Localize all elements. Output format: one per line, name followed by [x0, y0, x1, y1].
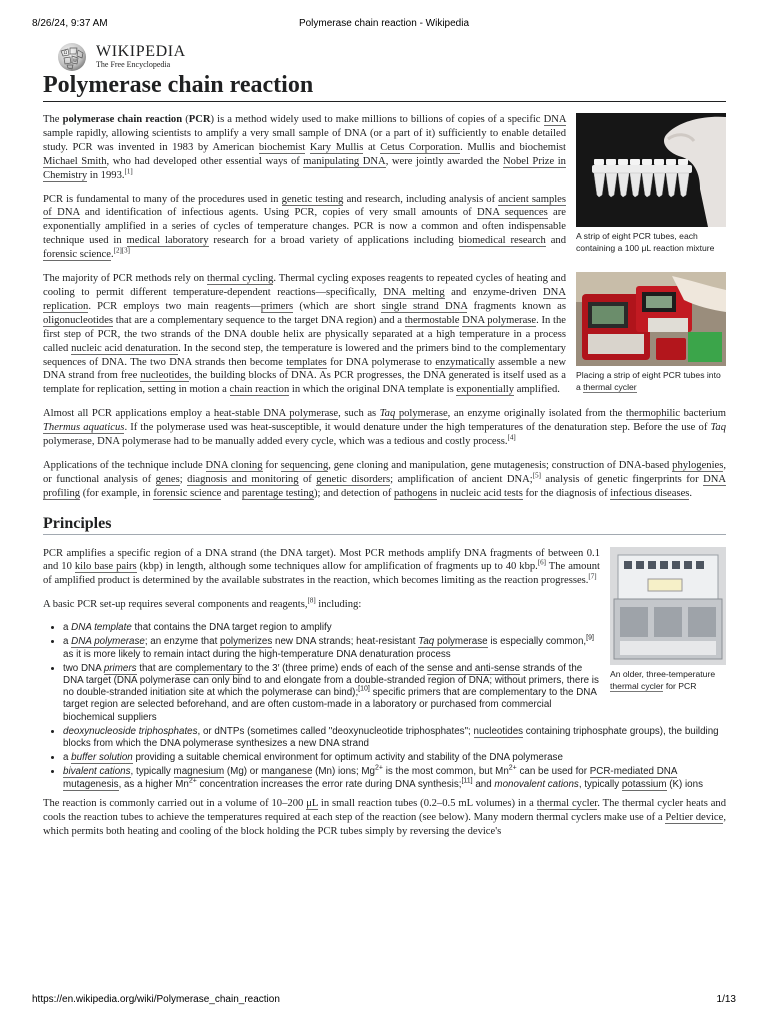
- text-run: two DNA: [63, 662, 104, 674]
- text-run: in 1993.: [87, 169, 125, 181]
- citation-ref[interactable]: 2+: [375, 765, 383, 773]
- link-dna-cloning[interactable]: DNA cloning: [205, 459, 263, 471]
- svg-text:Ω: Ω: [64, 50, 68, 55]
- intro-paragraph-4: [43, 407, 726, 449]
- bold-term: polymerase chain reaction: [62, 114, 183, 125]
- link-thermus-aquaticus[interactable]: Thermus aquaticus: [43, 422, 125, 434]
- print-url: https://en.wikipedia.org/wiki/Polymerase_chain_reaction: [32, 994, 280, 1005]
- link-thermostable[interactable]: thermostable: [404, 314, 460, 326]
- link-chain-reaction[interactable]: chain reaction: [229, 384, 290, 396]
- wikipedia-globe-icon: [56, 42, 88, 72]
- text-run: that contains the DNA target region to amplify: [131, 622, 332, 634]
- citation-ref[interactable]: [11]: [461, 777, 473, 785]
- citation-ref[interactable]: [4]: [507, 433, 516, 442]
- text-run: (K) ions: [666, 778, 703, 790]
- link-buffer-solution[interactable]: buffer solution: [71, 752, 133, 764]
- text-run: , typically: [130, 766, 174, 778]
- print-datetime: 8/26/24, 9:37 AM: [32, 18, 108, 29]
- figure-caption: [576, 369, 726, 393]
- text-run: A basic PCR set-up requires several components and reagents,: [43, 599, 308, 611]
- link-manipulating-dna[interactable]: manipulating DNA: [303, 155, 386, 167]
- article-body: [43, 113, 726, 849]
- link-thermal-cycler[interactable]: thermal cycler: [536, 797, 598, 809]
- text-run: PCR is fundamental to many of the procedures used in: [43, 193, 282, 205]
- text-run: analysis of genetic fingerprints for: [540, 473, 704, 485]
- text-run: a: [63, 752, 72, 764]
- link-biomedical-research[interactable]: biomedical research: [458, 235, 546, 247]
- principles-paragraph-3: [43, 797, 726, 839]
- wikipedia-tagline: The Free Encyclopedia: [96, 60, 171, 69]
- link-templates[interactable]: templates: [286, 356, 327, 368]
- link-pathogens[interactable]: pathogens: [393, 487, 437, 499]
- page-title: Polymerase chain reaction: [43, 70, 726, 102]
- figure-old-thermal-cycler[interactable]: [610, 547, 726, 692]
- text-run: providing a suitable chemical environment for optimum activity and stability of the DNA polymerase: [132, 752, 563, 764]
- text-run: are exponentially amplified in a series of cycles of temperature changes. PCR is now a common and often indispensable technique used in: [43, 207, 566, 247]
- citation-ref[interactable]: [8]: [307, 596, 316, 605]
- link-bivalent-cations[interactable]: bivalent cations: [63, 766, 131, 778]
- link-forensic-science[interactable]: forensic science: [153, 487, 222, 499]
- link-nucleotides[interactable]: nucleotides: [140, 370, 189, 382]
- citation-ref[interactable]: [10]: [358, 685, 370, 693]
- text-run: . If the polymerase used was heat-susceptible, it would denature under the high temperatures of the denaturation step. Before the use of: [124, 422, 711, 434]
- link-dna-polymerase[interactable]: DNA polymerase: [71, 636, 145, 648]
- link-potassium[interactable]: potassium: [621, 778, 667, 790]
- text-run: ;: [179, 473, 188, 485]
- link-taq[interactable]: Taq: [379, 408, 396, 420]
- text-run: . The thermal cycler heats and cools the reaction tubes to achieve the temperatures required at each step of the reaction (see below). Many modern thermal cyclers make use of a: [43, 797, 727, 823]
- link-sense-and-anti-sense[interactable]: sense and anti-sense: [427, 662, 521, 674]
- text-run: to the 3′ (three prime) ends of each of the: [242, 662, 427, 674]
- text-run: PCR amplifies a specific region of a DNA strand (the DNA target). Most PCR methods amplify DNA fragments of between 0.1 and 10: [43, 547, 600, 573]
- figure-pcr-tubes[interactable]: [576, 113, 726, 254]
- link-nucleic-acid-tests[interactable]: nucleic acid tests: [450, 487, 523, 499]
- text-run: (for example, in: [80, 487, 154, 499]
- link-single-strand-dna[interactable]: single strand DNA: [381, 300, 468, 312]
- pcr-tubes-image: [576, 113, 726, 227]
- link-polymerizes[interactable]: polymerizes: [220, 636, 273, 648]
- link-phylogenies[interactable]: phylogenies: [672, 459, 724, 471]
- text-run: DNA template: [71, 622, 132, 634]
- text-run: including:: [315, 599, 362, 611]
- text-run: for: [262, 459, 281, 471]
- link-nucleotides[interactable]: nucleotides: [473, 725, 524, 737]
- link-nobel-prize-in-chemistry[interactable]: Nobel Prize in Chemistry: [43, 155, 566, 181]
- text-run: at: [363, 141, 381, 153]
- link-genes[interactable]: genes: [155, 473, 180, 485]
- link-kary-mullis[interactable]: Kary Mullis: [309, 141, 364, 153]
- text-run: in small reaction tubes (0.2–0.5 mL volumes) in a: [317, 797, 537, 809]
- text-run: , or dNTPs (sometimes called "deoxynucleotide triphosphates";: [197, 725, 474, 737]
- text-run: a: [63, 636, 72, 648]
- text-run: (Mn) ions; Mg: [312, 766, 376, 778]
- link-magnesium[interactable]: magnesium: [173, 766, 225, 778]
- text-run: , such as: [338, 408, 380, 420]
- link-enzymatically[interactable]: enzymatically: [435, 356, 495, 368]
- link-thermal-cycling[interactable]: thermal cycling: [207, 273, 274, 285]
- text-run: and research, including analysis of: [343, 193, 499, 205]
- text-run: that are: [136, 662, 176, 674]
- text-run: is especially common,: [487, 636, 587, 648]
- link-peltier-device[interactable]: Peltier device: [665, 811, 724, 823]
- citation-ref[interactable]: [5]: [532, 471, 541, 480]
- text-run: bacterium: [680, 408, 726, 420]
- text-run: ); and detection of: [313, 487, 394, 499]
- text-run: , were jointly awarded the: [385, 155, 504, 167]
- text-run: The: [43, 114, 63, 125]
- text-run: strands of the DNA target (DNA polymerase can only bind to and elongate from a double-stranded region of DNA; without primers, there is no double-stranded initiation site at which the polymerase can bind);: [63, 662, 599, 699]
- link-exponentially[interactable]: exponentially: [456, 384, 515, 396]
- text-run: , the building blocks of DNA. As PCR progresses, the DNA generated is itself used as a template for replication, setting in motion a: [43, 370, 566, 396]
- link-kilo-base-pairs[interactable]: kilo base pairs: [74, 561, 137, 573]
- link-primers[interactable]: primers: [260, 300, 294, 312]
- link-dna-polymerase[interactable]: DNA polymerase: [462, 314, 537, 326]
- text-run: (Mg) or: [224, 766, 262, 778]
- text-run: deoxynucleoside triphosphates: [63, 725, 198, 737]
- link-forensic-science[interactable]: forensic science: [43, 249, 111, 261]
- text-run: and: [545, 235, 566, 247]
- list-item: [63, 766, 726, 790]
- text-run: . Thermal cycling exposes reagents to repeated cycles of heating and cooling to permit different temperature-dependent reactions—specifically,: [43, 273, 566, 298]
- print-footer: [32, 994, 736, 1006]
- text-run: and enzyme-driven: [444, 286, 544, 298]
- figure-caption: [610, 668, 726, 692]
- text-run: ; amplification of ancient DNA;: [390, 473, 533, 485]
- caption-text: An older, three-temperature: [610, 668, 716, 679]
- citation-ref[interactable]: [1]: [124, 167, 133, 176]
- text-run: a: [63, 622, 72, 634]
- text-run: containing triphosphate groups), the building blocks from which the DNA polymerase synthesizes a new DNA strand: [63, 725, 719, 750]
- citation-ref[interactable]: [6]: [537, 558, 546, 567]
- text-run: and identification of infectious agents. Using PCR, copies of very small amounts of: [79, 207, 478, 219]
- text-run: The majority of PCR methods rely on: [43, 273, 208, 285]
- link-dna-profiling[interactable]: DNA profiling: [43, 473, 727, 499]
- text-run: . Mullis and biochemist: [460, 141, 566, 153]
- text-run: for DNA polymerase to: [326, 356, 436, 368]
- text-run: .: [110, 249, 114, 261]
- link-l[interactable]: μL: [306, 797, 318, 809]
- link-cetus-corporation[interactable]: Cetus Corporation: [380, 141, 461, 153]
- text-run: (which are short: [293, 300, 382, 312]
- link-oligonucleotides[interactable]: oligonucleotides: [43, 314, 114, 326]
- caption-link-thermal-cycler[interactable]: thermal cycler: [583, 382, 637, 393]
- text-run: is the most common, but Mn: [383, 766, 509, 778]
- text-run: in which the original DNA template is: [289, 384, 457, 396]
- text-run: , which permits both heating and cooling of the block holding the PCR tubes simply by reversing the device's: [43, 811, 726, 837]
- text-run: ) is a method widely used to make millions to billions of copies of a specific: [210, 114, 544, 125]
- caption-text: for PCR: [663, 680, 697, 691]
- text-run: , gene cloning and manipulation, gene mutagenesis; construction of DNA-based: [328, 459, 673, 471]
- link-dna-replication[interactable]: DNA replication: [43, 286, 566, 312]
- intro-paragraph-5: [43, 459, 726, 501]
- link-infectious-diseases[interactable]: infectious diseases: [610, 487, 690, 499]
- section-heading-principles: Principles: [43, 517, 726, 535]
- figure-caption: A strip of eight PCR tubes, each containing a 100 μL reaction mixture: [576, 231, 715, 253]
- text-run: The reaction is commonly carried out in a volume of 10–200: [43, 797, 307, 809]
- text-run: and: [221, 487, 242, 499]
- text-run: , or functional analysis of: [43, 459, 727, 485]
- print-page-number: 1/13: [716, 994, 736, 1005]
- link-taq[interactable]: Taq: [418, 636, 435, 648]
- print-header: [32, 18, 736, 30]
- text-run: Applications of the technique include: [43, 459, 206, 471]
- text-run: . In the first step of PCR, the two strands of the DNA double helix are physically separated at a high temperature in a process called: [43, 314, 566, 354]
- list-item: [63, 726, 726, 750]
- text-run: concentration increases the error rate during DNA synthesis;: [196, 778, 462, 790]
- text-run: (kbp) in length, although some techniques allow for amplification of fragments up to 40 kbp.: [136, 561, 538, 573]
- bold-term: PCR: [188, 114, 211, 125]
- link-dna-sequences[interactable]: DNA sequences: [477, 207, 548, 219]
- text-run: that are a complementary sequence to the target DNA region) and a: [113, 314, 405, 326]
- text-run: , who had developed other essential ways of: [106, 155, 304, 167]
- text-run: new DNA strands; heat-resistant: [272, 636, 419, 648]
- svg-text:W: W: [73, 58, 77, 63]
- wikipedia-wordmark: WIKIPEDIA: [96, 43, 186, 60]
- link-genetic-testing[interactable]: genetic testing: [281, 193, 344, 205]
- link-dna[interactable]: DNA: [543, 114, 566, 125]
- text-run: The amount of amplified product is determined by the available substrates in the reaction, which becomes limiting as the reaction progresses.: [43, 561, 600, 587]
- text-run: , as a higher Mn: [118, 778, 189, 790]
- text-run: , an enzyme originally isolated from the: [447, 408, 626, 420]
- text-run: amplified.: [514, 384, 560, 396]
- link-diagnosis-and-monitoring[interactable]: diagnosis and monitoring: [187, 473, 299, 485]
- text-run: of: [298, 473, 317, 485]
- text-run: Almost all PCR applications employ a: [43, 408, 214, 420]
- link-pcr-mediated-dna-mutagenesis[interactable]: PCR-mediated DNA mutagenesis: [63, 766, 678, 790]
- text-run: for the diagnosis of: [522, 487, 611, 499]
- link-sequencing[interactable]: sequencing: [280, 459, 329, 471]
- caption-link-thermal-cycler[interactable]: thermal cycler: [610, 680, 664, 691]
- text-run: assemble a new DNA strand from free: [43, 356, 566, 382]
- text-run: Taq: [710, 422, 727, 434]
- text-run: ; an enzyme that: [144, 636, 221, 648]
- citation-ref[interactable]: [2][3]: [113, 246, 130, 255]
- old-thermal-cycler-image: [610, 547, 726, 665]
- text-run: as it is more likely to remain intact during the high-temperature DNA denaturation process: [63, 648, 451, 660]
- link-polymerase[interactable]: polymerase: [434, 636, 488, 648]
- link-michael-smith[interactable]: Michael Smith: [43, 155, 107, 167]
- link-polymerase[interactable]: polymerase: [395, 408, 448, 420]
- citation-ref[interactable]: [7]: [588, 572, 597, 581]
- list-item: [63, 752, 726, 764]
- text-run: monovalent cations: [494, 778, 579, 790]
- link-thermophilic[interactable]: thermophilic: [625, 408, 681, 420]
- text-run: in: [436, 487, 451, 499]
- citation-ref[interactable]: [9]: [586, 635, 594, 643]
- text-run: .: [689, 487, 693, 499]
- text-run: can be used for: [516, 766, 590, 778]
- text-run: . In the second step, the temperature is lowered and the primers bind to the complementary sequences of DNA. The two DNA strands then become: [43, 342, 566, 368]
- text-run: , typically: [578, 778, 622, 790]
- link-dna-melting[interactable]: DNA melting: [383, 286, 445, 298]
- text-run: fragments known as: [467, 300, 567, 312]
- text-run: . PCR employs two main reagents—: [88, 300, 261, 312]
- link-complementary[interactable]: complementary: [175, 662, 243, 674]
- link-nucleic-acid-denaturation[interactable]: nucleic acid denaturation: [71, 342, 179, 354]
- print-page-title: Polymerase chain reaction - Wikipedia: [298, 18, 470, 29]
- link-manganese[interactable]: manganese: [261, 766, 313, 778]
- link-biochemist[interactable]: biochemist: [258, 141, 306, 153]
- link-genetic-disorders[interactable]: genetic disorders: [316, 473, 391, 485]
- link-primers[interactable]: primers: [103, 662, 137, 674]
- text-run: specific primers that are complementary to the DNA target region are selected beforehand, and are often custom-made in a laboratory or purchased from commercial biochemical suppliers: [63, 687, 597, 723]
- link-medical-laboratory[interactable]: medical laboratory: [126, 235, 209, 247]
- text-run: research for a broad variety of applications including: [208, 235, 459, 247]
- text-run: (: [182, 114, 189, 125]
- figure-thermal-cycler-loading[interactable]: [576, 272, 726, 393]
- citation-ref[interactable]: 2+: [188, 777, 197, 785]
- thermal-cycler-loading-image: [576, 272, 726, 366]
- link-ancient-samples-of-dna[interactable]: ancient samples of DNA: [43, 193, 567, 219]
- link-heat-stable-dna-polymerase[interactable]: heat-stable DNA polymerase: [213, 408, 339, 420]
- text-run: sample rapidly, allowing scientists to amplify a very small sample of DNA (or a part of it) sufficiently to enable detailed study. PCR was invented in 1983 by American: [43, 127, 566, 153]
- text-run: and: [472, 778, 495, 790]
- caption-text: Placing a strip of eight PCR tubes into a: [576, 370, 721, 393]
- citation-ref[interactable]: 2+: [508, 765, 517, 773]
- text-run: polymerase, DNA polymerase had to be manually added every cycle, which was a tedious and costly process.: [43, 436, 508, 448]
- link-parentage-testing[interactable]: parentage testing: [241, 487, 314, 499]
